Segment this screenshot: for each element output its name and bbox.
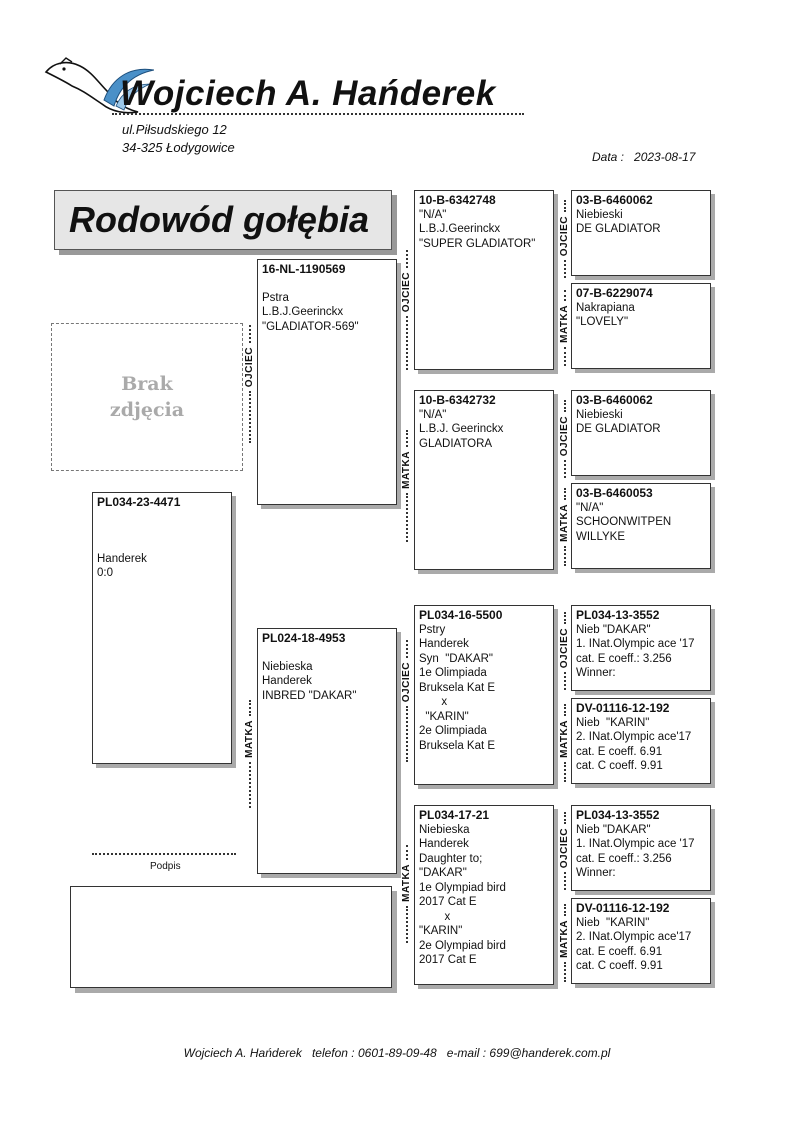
pigeon-info-line: cat. E coeff.: 3.256	[576, 652, 672, 665]
pigeon-info-line: 1e Olimpiada	[419, 667, 487, 679]
pigeon-info-line: WILLYKE	[576, 530, 625, 543]
pedigree-box-dam-sire	[414, 605, 554, 785]
pedigree-box-sire-dam	[414, 390, 554, 570]
parent-label-dots	[249, 391, 251, 443]
pigeon-info-line: "N/A"	[576, 501, 604, 514]
pigeon-info-line: Nieb "DAKAR"	[576, 623, 651, 636]
pigeon-info-line: Winner:	[576, 867, 616, 879]
parent-label-text: MATKA	[401, 864, 412, 902]
pigeon-info-line: cat. C coeff. 9.91	[576, 960, 663, 972]
pedigree-box-ds-sire	[571, 605, 711, 691]
signature-line	[92, 853, 236, 855]
parent-label-text: OJCIEC	[559, 828, 570, 869]
sire-label	[401, 250, 412, 370]
pigeon-info-line: "N/A"	[419, 208, 447, 221]
dam-label	[559, 290, 570, 366]
parent-label-dots	[406, 316, 408, 370]
parent-label-dots	[249, 325, 251, 343]
title-box	[54, 190, 392, 250]
pigeon-info-line: "DAKAR"	[419, 867, 467, 879]
footer-email: 699@handerek.com.pl	[489, 1046, 611, 1060]
ring-number: PL034-17-21	[419, 808, 490, 822]
ring-number: 10-B-6342748	[419, 193, 496, 207]
signature-label: Podpis	[150, 861, 181, 872]
address-line-2: 34-325 Łodygowice	[122, 140, 235, 155]
sire-label	[559, 612, 570, 690]
parent-label-dots	[564, 962, 566, 982]
sire-label	[244, 325, 255, 443]
pigeon-info-line	[262, 277, 392, 291]
pigeon-info-line: "GLADIATOR-569"	[262, 320, 359, 333]
pigeon-info-line: SCHOONWITPEN	[576, 516, 672, 528]
ring-number: DV-01116-12-192	[576, 901, 670, 915]
parent-label-dots	[564, 672, 566, 690]
ring-number: PL034-16-5500	[419, 608, 503, 622]
parent-label-text: MATKA	[559, 920, 570, 958]
address-line-1: ul.Piłsudskiego 12	[122, 122, 227, 137]
sire-label	[559, 812, 570, 890]
parent-label-dots	[564, 200, 566, 212]
parent-label-dots	[564, 704, 566, 716]
parent-label-dots	[249, 762, 251, 808]
dam-label	[559, 488, 570, 566]
parent-label-dots	[406, 493, 408, 542]
parent-label-text: OJCIEC	[559, 416, 570, 457]
parent-label-dots	[406, 706, 408, 762]
pigeon-info-line: Niebieska	[419, 823, 470, 836]
pigeon-info-line: 0:0	[97, 567, 113, 579]
date	[592, 150, 695, 164]
pigeon-info-line: Handerek	[262, 675, 312, 687]
parent-label-text: MATKA	[559, 720, 570, 758]
pigeon-info-line: GLADIATORA	[419, 437, 493, 450]
pigeon-info-line: x	[419, 910, 451, 923]
ring-number: 10-B-6342732	[419, 393, 496, 407]
ring-number: 16-NL-1190569	[262, 262, 346, 276]
pigeon-info-line: Nieb "DAKAR"	[576, 823, 651, 836]
pedigree-box-dd-sire	[571, 805, 711, 891]
pedigree-box-sire-sire	[414, 190, 554, 370]
ring-number: PL024-18-4953	[262, 631, 346, 645]
parent-label-dots	[249, 700, 251, 716]
parent-label-dots	[564, 762, 566, 782]
pigeon-info-line: 2017 Cat E	[419, 954, 477, 966]
pigeon-info-line: Syn "DAKAR"	[419, 652, 493, 665]
pigeon-info-line: Nieb "KARIN"	[576, 716, 650, 729]
date-label: Data :	[592, 150, 625, 164]
footer-phone: 0601-89-09-48	[357, 1046, 437, 1060]
pigeon-info-line: 1e Olympiad bird	[419, 881, 506, 894]
pigeon-info-line: cat. C coeff. 9.91	[576, 760, 663, 772]
parent-label-text: MATKA	[559, 305, 570, 343]
parent-label-text: OJCIEC	[401, 272, 412, 313]
pigeon-info-line: Handerek	[419, 638, 469, 650]
parent-label-dots	[406, 906, 408, 943]
pigeon-info-line: "LOVELY"	[576, 316, 629, 328]
pedigree-box-dam-dam	[414, 805, 554, 985]
pigeon-info-line: Niebieska	[262, 660, 313, 673]
pigeon-info-line: Daughter to;	[419, 852, 483, 865]
parent-label-text: OJCIEC	[559, 216, 570, 257]
pedigree-box-dam	[257, 628, 397, 874]
pigeon-info-line: 2. INat.Olympic ace'17	[576, 731, 692, 743]
photo-placeholder-line-2: zdjęcia	[109, 399, 185, 421]
parent-label-text: OJCIEC	[401, 662, 412, 703]
pedigree-box-ss-dam	[571, 283, 711, 369]
pigeon-info-line: Pstry	[419, 623, 446, 636]
parent-label-dots	[564, 812, 566, 824]
pigeon-info-line: 2e Olympiad bird	[419, 939, 506, 952]
pedigree-box-sd-sire	[571, 390, 711, 476]
pigeon-info-line: x	[419, 696, 448, 708]
ring-number: 03-B-6460062	[576, 193, 653, 207]
pigeon-info-line: Handerek	[419, 838, 469, 850]
parent-label-text: MATKA	[559, 504, 570, 542]
pigeon-info-line: Niebieski	[576, 208, 623, 221]
parent-label-dots	[564, 290, 566, 301]
pigeon-info-line: Nieb "KARIN"	[576, 916, 650, 929]
pigeon-info-line: 2e Olimpiada	[419, 725, 487, 737]
dam-label	[559, 704, 570, 782]
footer-email-label: e-mail :	[446, 1046, 487, 1060]
signature-box	[70, 886, 392, 988]
pigeon-info-line: "KARIN"	[419, 925, 463, 937]
pigeon-info-line: "SUPER GLADIATOR"	[419, 237, 536, 250]
footer-phone-label: telefon :	[311, 1046, 355, 1060]
date-value: 2023-08-17	[634, 150, 696, 164]
ring-number: PL034-13-3552	[576, 608, 660, 622]
dam-label	[244, 700, 255, 808]
parent-label-text: OJCIEC	[244, 347, 255, 388]
pigeon-info-line: INBRED "DAKAR"	[262, 689, 357, 702]
pigeon-info-line: DE GLADIATOR	[576, 223, 661, 235]
pigeon-info-line: Bruksela Kat E	[419, 681, 496, 694]
pedigree-box-sire	[257, 259, 397, 505]
sire-label	[401, 640, 412, 762]
ring-number: DV-01116-12-192	[576, 701, 670, 715]
parent-label-dots	[406, 250, 408, 268]
dam-label	[559, 904, 570, 982]
pigeon-info-line	[97, 510, 227, 524]
pedigree-box-pigeon	[92, 492, 232, 764]
pedigree-box-sd-dam	[571, 483, 711, 569]
dam-label	[401, 845, 412, 943]
pigeon-info-line: Niebieski	[576, 408, 623, 421]
pigeon-info-line: "KARIN"	[419, 710, 469, 723]
sire-label	[559, 400, 570, 478]
parent-label-dots	[564, 872, 566, 890]
pigeon-info-line: cat. E coeff.: 3.256	[576, 852, 672, 865]
parent-label-text: OJCIEC	[559, 628, 570, 669]
pigeon-info-line	[97, 524, 227, 538]
parent-label-dots	[564, 460, 566, 478]
pigeon-info-line: DE GLADIATOR	[576, 423, 661, 435]
pigeon-info-line: L.B.J.Geerinckx	[419, 223, 501, 235]
photo-placeholder-line-1: Brak	[121, 373, 173, 395]
pigeon-info-line: Handerek	[97, 552, 147, 565]
parent-label-dots	[406, 640, 408, 658]
pedigree-box-ds-dam	[571, 698, 711, 784]
pigeon-info-line: 2. INat.Olympic ace'17	[576, 931, 692, 943]
ring-number: 07-B-6229074	[576, 286, 653, 300]
parent-label-dots	[564, 260, 566, 278]
pigeon-info-line: Bruksela Kat E	[419, 739, 496, 752]
ring-number: 03-B-6460062	[576, 393, 653, 407]
breeder-name: Wojciech A. Hańderek	[120, 74, 496, 113]
parent-label-dots	[564, 612, 566, 624]
pedigree-box-ss-sire	[571, 190, 711, 276]
pigeon-info-line	[97, 538, 227, 552]
pigeon-info-line: cat. E coeff. 6.91	[576, 745, 663, 758]
pigeon-info-line	[262, 646, 392, 660]
pigeon-info-line: Winner:	[576, 667, 616, 679]
parent-label-dots	[564, 347, 566, 366]
pigeon-info-line: 1. INat.Olympic ace '17	[576, 638, 695, 650]
header-divider	[112, 113, 524, 115]
pigeon-info-line: "N/A"	[419, 408, 447, 421]
parent-label-text: MATKA	[401, 451, 412, 489]
pigeon-info-line: Nakrapiana	[576, 301, 635, 314]
pigeon-info-line: L.B.J. Geerinckx	[419, 423, 504, 435]
parent-label-text: MATKA	[244, 720, 255, 758]
ring-number: 03-B-6460053	[576, 486, 653, 500]
page-title: Rodowód gołębia	[69, 199, 369, 240]
ring-number: PL034-23-4471	[97, 495, 181, 509]
footer	[0, 1046, 794, 1060]
pigeon-info-line: L.B.J.Geerinckx	[262, 306, 344, 318]
footer-name: Wojciech A. Hańderek	[183, 1046, 302, 1060]
pigeon-info-line: 2017 Cat E	[419, 896, 477, 908]
sire-label	[559, 200, 570, 278]
photo-placeholder	[51, 323, 243, 471]
pedigree-box-dd-dam	[571, 898, 711, 984]
ring-number: PL034-13-3552	[576, 808, 660, 822]
pigeon-info-line: 1. INat.Olympic ace '17	[576, 838, 695, 850]
pigeon-info-line: Pstra	[262, 291, 289, 304]
parent-label-dots	[564, 488, 566, 500]
parent-label-dots	[406, 430, 408, 447]
parent-label-dots	[564, 904, 566, 916]
parent-label-dots	[406, 845, 408, 860]
parent-label-dots	[564, 400, 566, 412]
pigeon-info-line: cat. E coeff. 6.91	[576, 945, 663, 958]
parent-label-dots	[564, 546, 566, 566]
dam-label	[401, 430, 412, 542]
